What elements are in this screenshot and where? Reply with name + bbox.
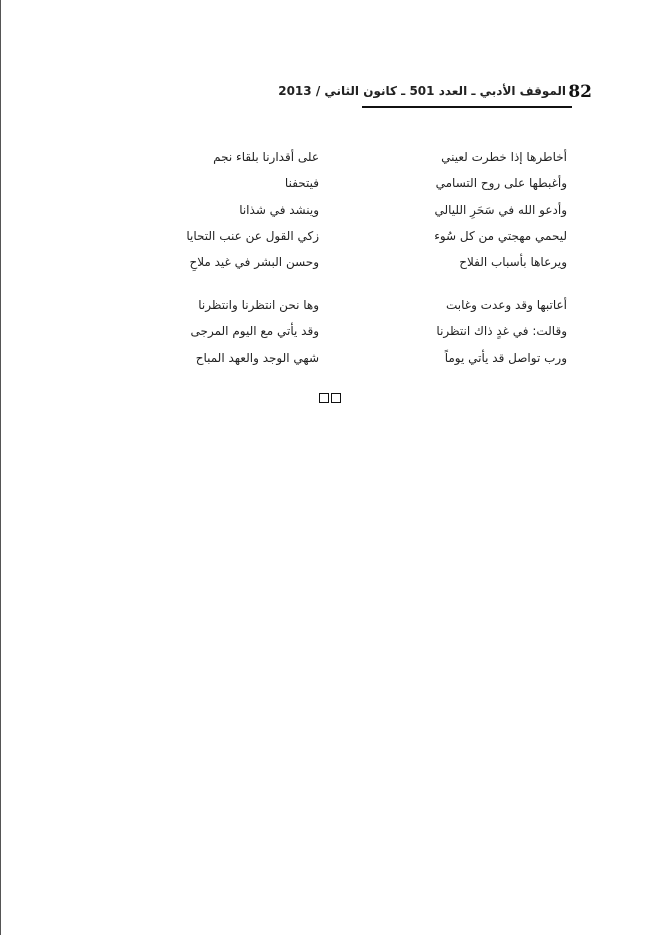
verse-left: وقد يأتي مع اليوم المرجى: [190, 324, 319, 338]
page-number: 82: [568, 82, 592, 102]
verse-right: ويرعاها بأسباب الفلاح: [459, 255, 567, 269]
running-title: الموقف الأدبي ـ العدد 501 ـ كانون الثاني / 2013: [278, 84, 566, 98]
verse-left: وها نحن انتظرنا وانتظرنا: [198, 298, 319, 312]
verse-right: ليحمي مهجتي من كل سُوء: [434, 229, 567, 243]
verse-right: وقالت: في غدٍ ذاك انتظرنا: [436, 324, 567, 338]
verse-left: وينشد في شذانا: [239, 203, 319, 217]
square-icon: [331, 393, 341, 403]
verse-right: أعاتبها وقد وعدت وغابت: [446, 298, 567, 312]
verse-left: زكي القول عن عنب التحايا: [186, 229, 319, 243]
verse-right: وأدعو الله في سَحَرِ الليالي: [434, 203, 567, 217]
end-of-poem-squares-icon: [319, 393, 341, 403]
verse-right: ورب تواصل قد يأتي يوماً: [444, 351, 567, 365]
verse-left: وحسن البشر في غيد ملاحِ: [189, 255, 319, 269]
verse-left: شهي الوجد والعهد المباح: [195, 351, 319, 365]
verse-right: أخاطرها إذا خطرت لعيني: [441, 150, 567, 164]
square-icon: [319, 393, 329, 403]
verse-right: وأغبطها على روح التسامي: [435, 176, 567, 190]
verse-left: على أقدارنا بلقاء نجم: [213, 150, 319, 164]
verse-left: فيتحفنا: [284, 176, 319, 190]
